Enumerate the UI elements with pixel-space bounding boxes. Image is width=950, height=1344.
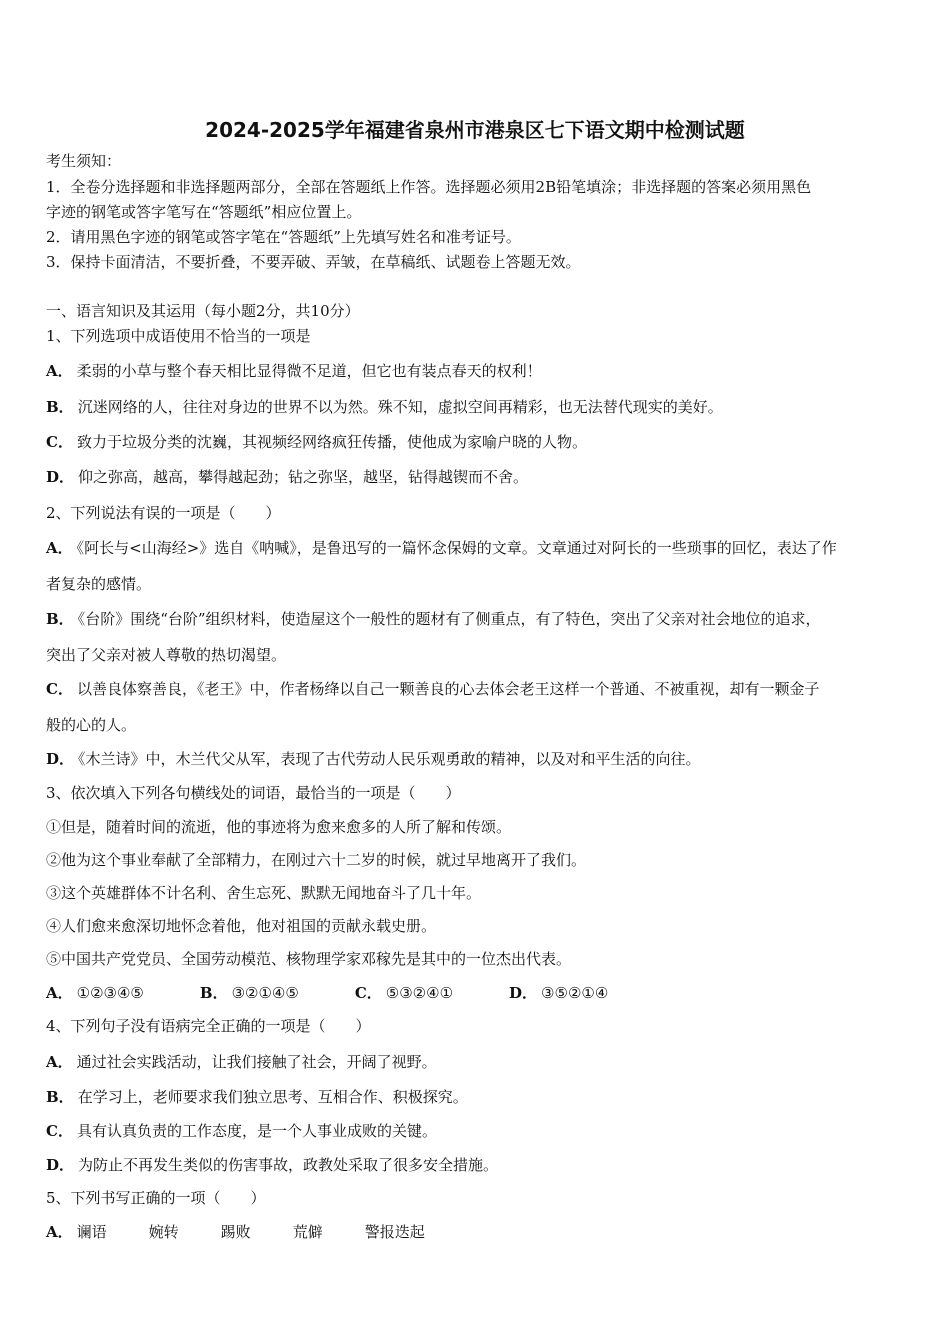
option-text: ①②③④⑤ [76,984,144,1002]
q4-option-d [46,1155,914,1175]
option-letter: A． [46,362,73,380]
option-text: ⑤③②④① [385,984,454,1002]
q2-option-a [46,538,914,558]
q3-sentence-2: ②他为这个事业奉献了全部精力，在刚过六十二岁的时候，就过早地离开了我们。 [46,851,587,869]
option-letter: B． [46,610,74,628]
q3-sentence-1: ①但是，随着时间的流逝，他的事迹将为愈来愈多的人所了解和传颂。 [46,818,512,836]
option-letter: C． [354,984,382,1002]
option-letter: B． [46,1088,74,1106]
q4-option-c [46,1121,914,1141]
q4-stem: 4、下列句子没有语病完全正确的一项是（ ） [46,1017,371,1035]
notice-item-2: 2．请用黑色字迹的钢笔或答字笔在“答题纸”上先填写姓名和准考证号。 [46,228,521,246]
q1-option-b [46,397,914,417]
q2-option-a-cont: 者复杂的感情。 [46,575,152,593]
option-text: 为防止不再发生类似的伤害事故，政教处采取了很多安全措施。 [78,1156,499,1174]
option-letter: A． [46,984,73,1002]
option-letter: C． [46,1122,73,1140]
q2-option-d [46,749,914,769]
option-text: 仰之弥高，越高，攀得越起劲；钻之弥坚，越坚，钻得越锲而不舍。 [78,468,529,486]
q2-option-b-cont: 突出了父亲对被人尊敬的热切渴望。 [46,646,287,664]
option-letter: D． [46,468,75,486]
q1-option-d [46,467,914,487]
notice-item-1-cont: 字迹的钢笔或答字笔写在“答题纸”相应位置上。 [46,203,362,221]
option-text: 通过社会实践活动，让我们接触了社会，开阔了视野。 [76,1053,437,1071]
option-text: 柔弱的小草与整个春天相比显得微不足道，但它也有装点春天的权利！ [76,362,542,380]
q3-sentence-4: ④人们愈来愈深切地怀念着他，他对祖国的贡献永载史册。 [46,917,437,935]
q3-option-b [200,983,299,1003]
option-letter: B． [46,398,74,416]
q2-option-b [46,609,914,629]
option-text: 《阿长与<山海经>》选自《呐喊》，是鲁迅写的一篇怀念保姆的文章。文章通过对阿长的一些琐事的回忆，表达了作 [76,539,837,557]
option-letter: D． [46,750,75,768]
word-item: 谰语 [76,1223,107,1241]
section-heading: 一、语言知识及其运用（每小题2分，共10分） [46,302,360,320]
option-text: 致力于垃圾分类的沈巍，其视频经网络疯狂传播，使他成为家喻户晓的人物。 [76,433,587,451]
option-text: 沉迷网络的人，往往对身边的世界不以为然。殊不知，虚拟空间再精彩，也无法替代现实的美好。 [77,398,723,416]
word-item: 警报迭起 [364,1223,425,1241]
q4-option-b [46,1087,914,1107]
option-letter: A． [46,1053,73,1071]
q3-option-d [509,983,608,1003]
option-letter: A． [46,539,73,557]
page-title: 2024-2025学年福建省泉州市港泉区七下语文期中检测试题 [205,118,745,142]
q3-sentence-3: ③这个英雄群体不计名利、舍生忘死、默默无闻地奋斗了几十年。 [46,884,482,902]
q3-sentence-5: ⑤中国共产党党员、全国劳动模范、核物理学家邓稼先是其中的一位杰出代表。 [46,950,572,968]
option-text: 《台阶》围绕“台阶”组织材料，使造屋这个一般性的题材有了侧重点，有了特色，突出了父亲对社会地位的追求， [77,610,821,628]
word-item: 荒僻 [292,1223,323,1241]
q5-stem: 5、下列书写正确的一项（ ） [46,1189,266,1207]
option-text: 以善良体察善良，《老王》中，作者杨绛以自己一颗善良的心去体会老王这样一个普通、不被重视，却有一颗金子 [76,680,820,698]
option-letter: C． [46,433,73,451]
option-letter: D． [509,984,538,1002]
option-text: 在学习上，老师要求我们独立思考、互相合作、积极探究。 [77,1088,468,1106]
q2-option-c-cont: 般的心的人。 [46,716,137,734]
option-text: ③⑤②①④ [541,984,609,1002]
q3-option-a [46,983,144,1003]
option-text: ③②①④⑤ [231,984,299,1002]
option-letter: D． [46,1156,75,1174]
q3-option-c [355,983,453,1003]
q3-options [46,983,914,1003]
q5-option-a [46,1222,914,1242]
q2-option-c [46,679,914,699]
q1-option-a [46,361,914,381]
option-text: 《木兰诗》中，木兰代父从军，表现了古代劳动人民乐观勇敢的精神，以及对和平生活的向往。 [78,750,701,768]
word-item: 踢败 [220,1223,251,1241]
option-text: 具有认真负责的工作态度，是一个人事业成败的关键。 [76,1122,437,1140]
q2-stem: 2、下列说法有误的一项是（ ） [46,504,281,522]
option-letter: B． [199,984,228,1002]
option-letter: C． [46,680,73,698]
notice-item-1: 1．全卷分选择题和非选择题两部分，全部在答题纸上作答。选择题必须用2B铅笔填涂；非选择题的答案必须用黑色 [46,178,812,196]
q1-option-c [46,432,914,452]
word-item: 婉转 [148,1223,179,1241]
q3-stem: 3、依次填入下列各句横线处的词语，最恰当的一项是（ ） [46,784,461,802]
q1-stem: 1、下列选项中成语使用不恰当的一项是 [46,327,311,345]
q4-option-a [46,1052,914,1072]
notice-heading: 考生须知： [46,152,122,170]
notice-item-3: 3．保持卡面清洁，不要折叠，不要弄破、弄皱，在草稿纸、试题卷上答题无效。 [46,253,581,271]
option-letter: A． [46,1223,73,1241]
